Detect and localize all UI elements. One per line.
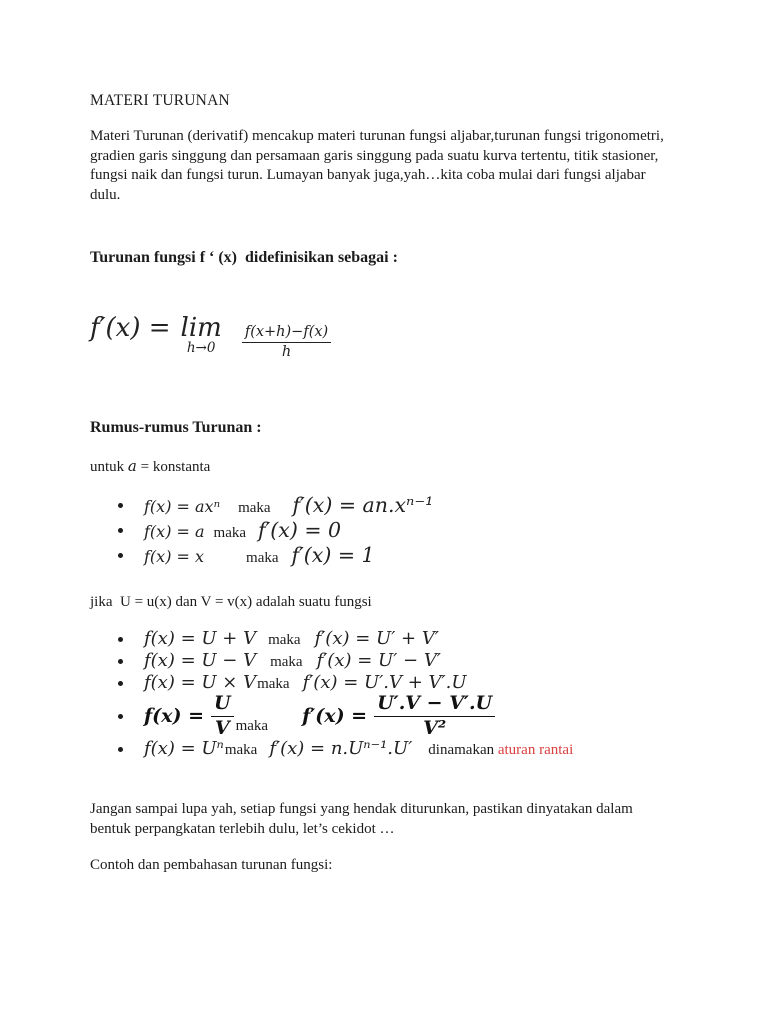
rule-rhs: f′(x) = n.Uⁿ⁻¹.U′ <box>269 738 413 759</box>
definition-heading: Turunan fungsi f ‘ (x) didefinisikan sebagai : <box>90 249 398 266</box>
fraction-numerator: U′.V − V′.U <box>374 693 495 717</box>
rule-item-difference <box>118 650 676 672</box>
uv-rules-list <box>118 628 676 760</box>
bullet-icon <box>118 553 123 558</box>
bullet-icon <box>118 714 123 719</box>
rule-item-identity <box>118 543 676 568</box>
rule-connector: maka <box>235 718 269 734</box>
rule-lhs: f(x) = a <box>144 522 205 541</box>
bullet-icon <box>118 503 123 508</box>
quotient-lhs-fraction <box>211 693 234 740</box>
rule-connector: maka <box>270 654 303 670</box>
rule-connector: maka <box>268 632 301 648</box>
intro-line: fungsi naik dan fungsi turun. Lumayan banyak juga,yah…kita coba mulai dari fungsi aljabar <box>90 167 646 183</box>
formula-lhs: f′(x) = <box>90 313 171 343</box>
constant-variable: a <box>127 457 137 475</box>
bullet-icon <box>118 659 123 664</box>
rule-rhs: f′(x) = U′ + V′ <box>314 628 439 649</box>
rule-rhs-prefix: f′(x) = <box>302 705 368 727</box>
rule-item-chain <box>118 738 676 760</box>
rule-lhs: f(x) = axⁿ <box>144 497 221 516</box>
intro-paragraph <box>90 127 676 205</box>
difference-quotient-fraction <box>242 324 331 360</box>
constant-rules-list <box>118 493 676 568</box>
rule-rhs: f′(x) = an.xⁿ⁻¹ <box>292 493 434 517</box>
rule-item-power <box>118 493 676 518</box>
rule-lhs: f(x) = U × V <box>144 672 257 693</box>
closing-line: bentuk perpangkatan terlebih dulu, let’s cekidot … <box>90 820 395 837</box>
rule-rhs: f′(x) = U′ − V′ <box>316 650 441 671</box>
rule-lhs-prefix: f(x) = <box>144 705 205 727</box>
rule-rhs: f′(x) = U′.V + V′.U <box>302 672 467 693</box>
derivative-definition-formula <box>90 313 676 369</box>
rule-lhs: f(x) = Uⁿ <box>144 738 224 759</box>
chain-rule-note <box>428 742 573 759</box>
fraction-numerator: U <box>211 693 234 717</box>
intro-line: gradien garis singgung dan persamaan garis singgung pada suatu kurva tertentu, titik stasioner, <box>90 147 659 164</box>
bullet-icon <box>118 528 123 533</box>
constant-note-prefix: untuk <box>90 459 128 475</box>
rule-lhs: f(x) = U + V <box>144 628 257 649</box>
rule-connector: maka <box>213 525 247 541</box>
rule-item-quotient <box>118 691 676 739</box>
chain-rule-name-highlight: aturan rantai <box>497 742 574 758</box>
rule-connector: maka <box>224 742 258 758</box>
closing-paragraph <box>90 800 676 839</box>
fraction-denominator: V² <box>423 716 447 739</box>
fraction-denominator: V <box>214 716 230 739</box>
intro-line: Materi Turunan (derivatif) mencakup materi turunan fungsi aljabar,turunan fungsi trigonometri, <box>90 128 664 144</box>
fraction-numerator: f(x+h)−f(x) <box>242 324 331 343</box>
rule-connector: maka <box>257 676 290 692</box>
limit-operator <box>180 313 222 356</box>
rule-item-sum <box>118 628 676 650</box>
constant-note-suffix: = konstanta <box>136 459 211 475</box>
rule-connector: maka <box>246 550 279 566</box>
rule-lhs: f(x) = x <box>144 547 205 566</box>
rule-rhs: f′(x) = 1 <box>291 543 375 567</box>
rule-rhs: f′(x) = 0 <box>258 518 342 542</box>
quotient-rhs-fraction <box>374 693 495 740</box>
chain-note-text: dinamakan <box>428 742 498 758</box>
rule-lhs: f(x) = U − V <box>144 650 257 671</box>
closing-line: Jangan sampai lupa yah, setiap fungsi yang hendak diturunkan, pastikan dinyatakan dalam <box>90 801 633 817</box>
bullet-icon <box>118 681 123 686</box>
page-title: MATERI TURUNAN <box>90 92 230 109</box>
rule-item-product <box>118 672 676 694</box>
bullet-icon <box>118 637 123 642</box>
limit-subscript: h→0 <box>186 340 216 356</box>
uv-functions-note: jika U = u(x) dan V = v(x) adalah suatu fungsi <box>90 594 372 610</box>
examples-heading: Contoh dan pembahasan turunan fungsi: <box>90 857 333 873</box>
rule-connector: maka <box>238 500 271 516</box>
fraction-denominator: h <box>281 343 292 360</box>
rules-heading: Rumus-rumus Turunan : <box>90 419 262 436</box>
bullet-icon <box>118 747 123 752</box>
constant-note <box>90 457 676 476</box>
limit-label: lim <box>180 313 222 343</box>
rule-item-constant <box>118 518 676 543</box>
intro-line: dulu. <box>90 186 121 203</box>
